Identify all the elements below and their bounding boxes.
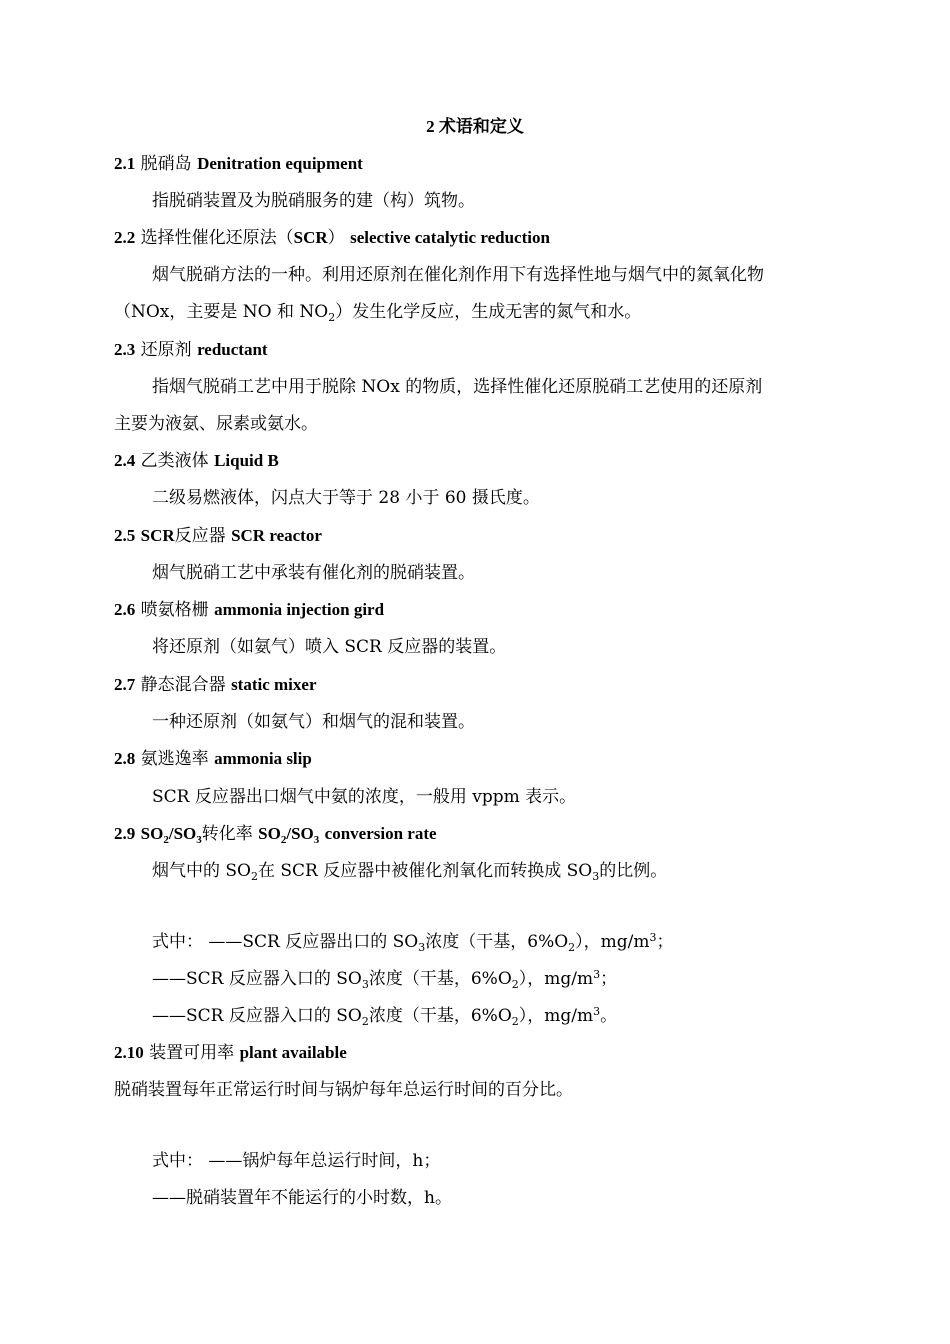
term-en: plant available (239, 1043, 347, 1062)
term-heading-2-2 (114, 226, 950, 250)
term-definition: 二级易燃液体，闪点大于等于 28 小于 60 摄氏度。 (152, 488, 540, 508)
def-text: ）发生化学反应，生成无害的氮气和水。 (335, 302, 642, 322)
term-en: reductant (197, 340, 268, 359)
subscript: 2 (568, 941, 576, 954)
term-number: 2.10 (114, 1043, 144, 1062)
term-en: Liquid B (214, 451, 279, 470)
subscript: 3 (313, 834, 320, 846)
term-en: conversion rate (324, 824, 437, 843)
formula-so: SO (140, 824, 164, 843)
term-en: Denitration equipment (197, 154, 363, 173)
term-definition: 指脱硝装置及为脱硝服务的建（构）筑物。 (152, 191, 475, 211)
term-en: selective catalytic reduction (350, 228, 550, 247)
formula-so: SO (258, 824, 281, 843)
subscript: 2 (361, 1015, 369, 1028)
term-definition (152, 859, 950, 883)
section-title: 2 术语和定义 (426, 117, 524, 136)
term-definition-line (114, 300, 950, 324)
term-heading-2-6 (114, 598, 950, 622)
term-definition-line: 烟气脱硝方法的一种。利用还原剂在催化剂作用下有选择性地与烟气中的氮氧化物 (152, 265, 764, 285)
def-text: 在 SCR 反应器中被催化剂氧化而转换成 SO (258, 861, 593, 881)
formula-slash-so: /SO (168, 824, 197, 843)
subscript: 3 (361, 978, 369, 991)
where-text: ），mg/m (575, 932, 650, 952)
term-heading-2-5 (114, 524, 950, 548)
term-heading-2-7 (114, 673, 950, 697)
term-heading-2-1 (114, 152, 950, 176)
term-heading-2-10 (114, 1041, 950, 1065)
term-number: 2.5 (114, 526, 136, 545)
term-cn: 乙类液体 (140, 451, 209, 471)
term-cn: 选择性催化还原法（ (140, 228, 294, 248)
superscript: 3 (649, 931, 657, 944)
term-definition-line: 主要为液氨、尿素或氨水。 (114, 414, 318, 434)
term-en: static mixer (231, 675, 317, 694)
where-text: ），mg/m (518, 1006, 594, 1026)
term-definition: 将还原剂（如氨气）喷入 SCR 反应器的装置。 (152, 637, 507, 657)
subscript: 2 (511, 1015, 519, 1028)
def-text: （NOx，主要是 NO 和 NO (114, 302, 329, 322)
term-heading-2-4 (114, 449, 950, 473)
where-text: ——SCR 反应器入口的 SO (152, 969, 362, 989)
subscript: 2 (163, 834, 169, 846)
where-text: 浓度（干基，6%O (368, 1006, 512, 1026)
term-cn: 装置可用率 (149, 1043, 235, 1063)
term-definition: 一种还原剂（如氨气）和烟气的混和装置。 (152, 712, 475, 732)
formula-slash-so: /SO (286, 824, 314, 843)
term-number: 2.4 (114, 451, 136, 470)
term-number: 2.6 (114, 600, 136, 619)
subscript: 2 (328, 311, 336, 324)
formula-where-line (152, 967, 950, 991)
where-text: 式中： ——SCR 反应器出口的 SO (152, 932, 419, 952)
where-text: 浓度（干基，6%O (368, 969, 512, 989)
term-number: 2.2 (114, 228, 136, 247)
subscript: 3 (418, 941, 426, 954)
term-cn: 脱硝岛 (140, 154, 192, 174)
term-definition: SCR 反应器出口烟气中氨的浓度，一般用 vppm 表示。 (152, 787, 577, 807)
superscript: 3 (593, 1005, 601, 1018)
term-definition: 脱硝装置每年正常运行时间与锅炉每年总运行时间的百分比。 (114, 1080, 573, 1100)
term-en: SCR reactor (231, 526, 322, 545)
where-text: ），mg/m (518, 969, 594, 989)
term-en: ammonia slip (214, 749, 312, 768)
term-number: 2.1 (114, 154, 136, 173)
term-en: ammonia injection gird (214, 600, 385, 619)
formula-where-line (152, 1004, 950, 1028)
term-number: 2.7 (114, 675, 136, 694)
formula-where-line: ——脱硝装置年不能运行的小时数，h。 (152, 1188, 452, 1208)
subscript: 2 (280, 834, 287, 846)
def-text: 的比例。 (599, 861, 668, 881)
term-cn: 喷氨格栅 (140, 600, 209, 620)
term-cn: 氨逃逸率 (140, 749, 209, 769)
term-number: 2.9 (114, 824, 136, 843)
where-text: 。 (600, 1006, 618, 1026)
superscript: 3 (593, 968, 601, 981)
term-definition: 烟气脱硝工艺中承装有催化剂的脱硝装置。 (152, 563, 475, 583)
where-text: ——SCR 反应器入口的 SO (152, 1006, 362, 1026)
term-cn: 还原剂 (140, 340, 192, 360)
term-definition-line: 指烟气脱硝工艺中用于脱除 NOx 的物质，选择性催化还原脱硝工艺使用的还原剂 (152, 377, 763, 397)
term-cn: 转化率 (201, 824, 253, 844)
subscript: 3 (592, 870, 600, 883)
term-cn: 静态混合器 (140, 675, 226, 695)
formula-where-line (152, 930, 950, 954)
subscript: 2 (511, 978, 519, 991)
term-heading-2-9 (114, 822, 950, 846)
def-text: 烟气中的 SO (152, 861, 251, 881)
term-cn-prefix: SCR (140, 526, 175, 545)
term-number: 2.3 (114, 340, 136, 359)
where-text: ； (656, 932, 674, 952)
term-cn: 反应器 (174, 526, 226, 546)
term-cn-close: ） (327, 228, 345, 248)
subscript: 2 (251, 870, 258, 883)
formula-where-line: 式中： ——锅炉每年总运行时间，h； (152, 1151, 441, 1171)
term-number: 2.8 (114, 749, 136, 768)
term-heading-2-3 (114, 338, 950, 362)
where-text: 浓度（干基，6%O (425, 932, 569, 952)
subscript: 3 (196, 834, 202, 846)
where-text: ； (600, 969, 618, 989)
term-heading-2-8 (114, 747, 950, 771)
term-cn-abbr: SCR (293, 228, 328, 247)
